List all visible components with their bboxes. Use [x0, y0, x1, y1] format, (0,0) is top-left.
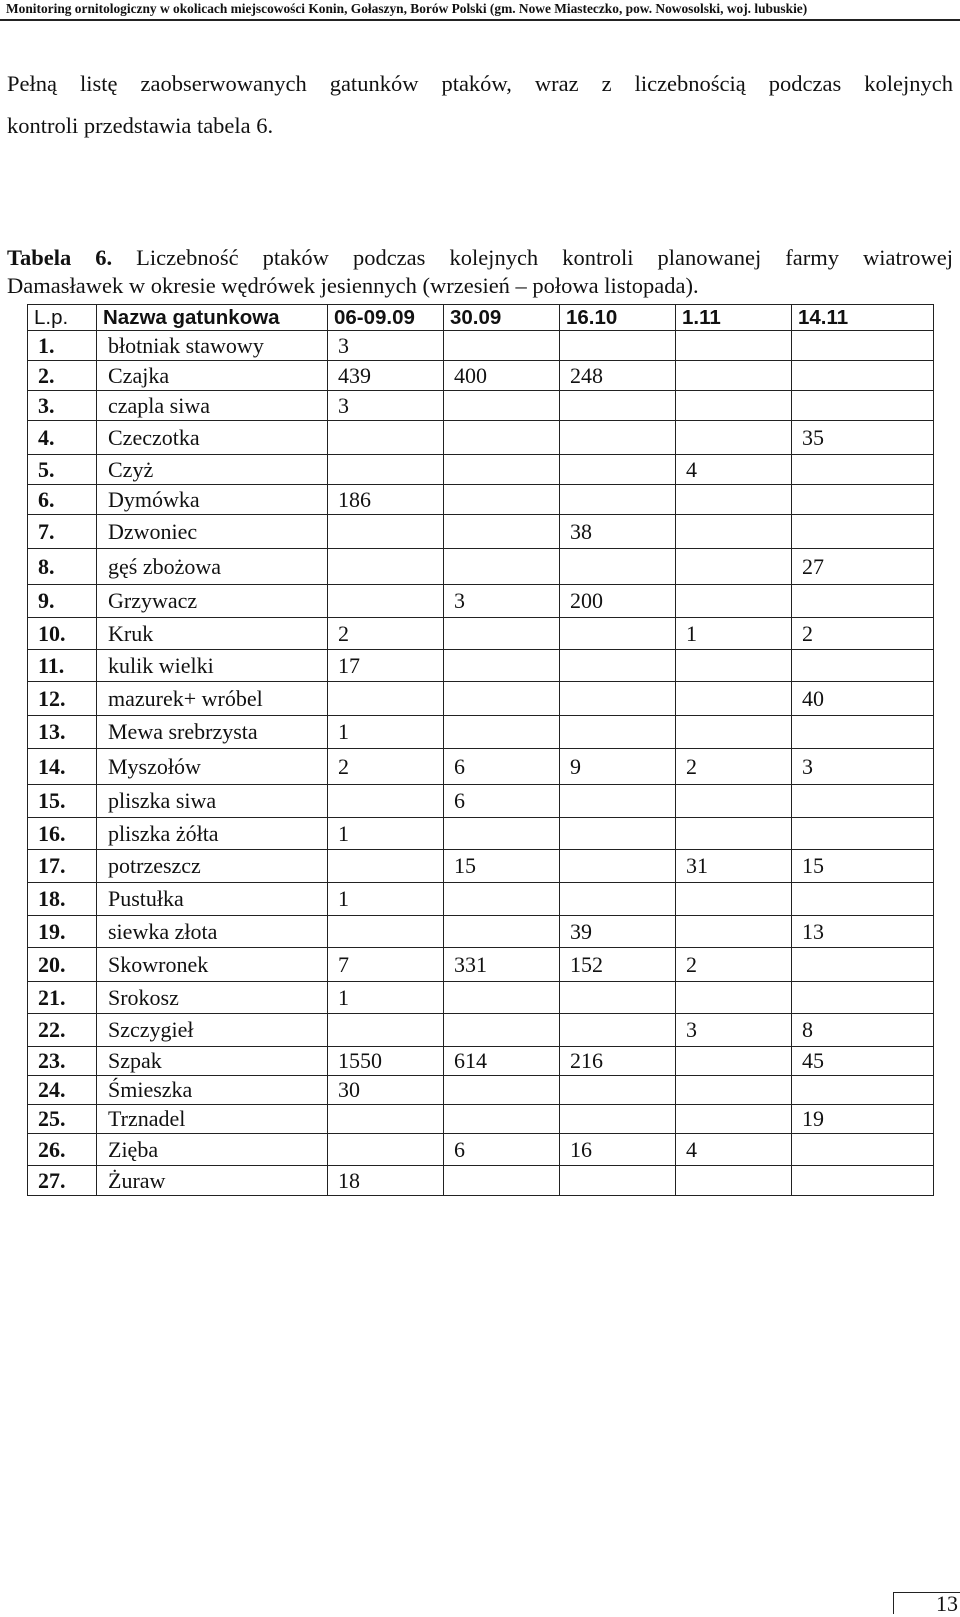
count-cell — [676, 421, 792, 455]
count-cell: 35 — [792, 421, 934, 455]
count-cell: 18 — [328, 1166, 444, 1196]
count-cell — [560, 1166, 676, 1196]
count-cell: 17 — [328, 650, 444, 682]
count-cell: 6 — [444, 785, 560, 818]
count-cell — [328, 455, 444, 485]
table-row — [28, 515, 934, 549]
count-cell — [560, 682, 676, 716]
count-cell — [676, 716, 792, 749]
table-row — [28, 585, 934, 618]
count-cell — [328, 850, 444, 883]
count-cell — [328, 1134, 444, 1166]
count-cell — [676, 883, 792, 916]
intro-line-2: kontroli przedstawia tabela 6. — [7, 113, 274, 138]
count-cell: 31 — [676, 850, 792, 883]
count-cell — [444, 650, 560, 682]
species-name-cell: Szpak — [97, 1047, 328, 1076]
table-row — [28, 916, 934, 948]
count-cell — [560, 1076, 676, 1105]
count-cell — [560, 549, 676, 585]
count-cell — [792, 1166, 934, 1196]
table-row — [28, 818, 934, 850]
count-cell — [444, 1105, 560, 1134]
row-number-cell: 15. — [28, 785, 97, 818]
count-cell — [792, 1134, 934, 1166]
table-row — [28, 331, 934, 361]
table-caption-line-1 — [7, 245, 953, 271]
count-cell: 400 — [444, 361, 560, 391]
species-name-cell: Dymówka — [97, 485, 328, 515]
table-row — [28, 485, 934, 515]
row-number-cell: 5. — [28, 455, 97, 485]
count-cell: 6 — [444, 1134, 560, 1166]
species-name-cell: Trznadel — [97, 1105, 328, 1134]
row-number-cell: 3. — [28, 391, 97, 421]
count-cell: 2 — [328, 618, 444, 650]
species-name-cell: Pustułka — [97, 883, 328, 916]
table-row — [28, 716, 934, 749]
count-cell: 216 — [560, 1047, 676, 1076]
count-cell — [792, 650, 934, 682]
count-cell — [444, 618, 560, 650]
species-name-cell: Śmieszka — [97, 1076, 328, 1105]
count-cell — [560, 982, 676, 1014]
table-row — [28, 850, 934, 883]
table-row — [28, 1134, 934, 1166]
header-title: Monitoring ornitologiczny w okolicach miejscowości Konin, Gołaszyn, Borów Polski (gm. Nowe Miasteczko, pow. Nowosolski, woj. lubuskie) — [6, 1, 808, 16]
count-cell — [676, 982, 792, 1014]
column-header: 1.11 — [676, 305, 792, 331]
count-cell — [328, 1105, 444, 1134]
table-row — [28, 682, 934, 716]
species-name-cell: mazurek+ wróbel — [97, 682, 328, 716]
species-name-cell: Kruk — [97, 618, 328, 650]
count-cell — [792, 982, 934, 1014]
count-cell — [792, 948, 934, 982]
species-name-cell: gęś zbożowa — [97, 549, 328, 585]
count-cell — [676, 650, 792, 682]
row-number-cell: 1. — [28, 331, 97, 361]
row-number-cell: 2. — [28, 361, 97, 391]
table-row — [28, 785, 934, 818]
table-header-row — [28, 305, 934, 331]
row-number-cell: 14. — [28, 749, 97, 785]
count-cell — [560, 421, 676, 455]
count-cell: 6 — [444, 749, 560, 785]
count-cell — [676, 1105, 792, 1134]
column-header: 06-09.09 — [328, 305, 444, 331]
count-cell: 331 — [444, 948, 560, 982]
count-cell — [792, 485, 934, 515]
row-number-cell: 10. — [28, 618, 97, 650]
count-cell — [676, 515, 792, 549]
table-caption-line-2: Damasławek w okresie wędrówek jesiennych (wrzesień – połowa listopada). — [7, 273, 699, 298]
species-name-cell: Czeczotka — [97, 421, 328, 455]
row-number-cell: 19. — [28, 916, 97, 948]
table-caption-label: Tabela 6. — [7, 245, 113, 270]
count-cell: 2 — [676, 948, 792, 982]
table-row — [28, 1014, 934, 1047]
row-number-cell: 8. — [28, 549, 97, 585]
column-header: 30.09 — [444, 305, 560, 331]
count-cell — [444, 515, 560, 549]
count-cell: 8 — [792, 1014, 934, 1047]
count-cell: 40 — [792, 682, 934, 716]
count-cell — [444, 818, 560, 850]
table-row — [28, 749, 934, 785]
count-cell — [328, 549, 444, 585]
count-cell — [560, 618, 676, 650]
species-name-cell: pliszka żółta — [97, 818, 328, 850]
count-cell: 39 — [560, 916, 676, 948]
species-name-cell: Czyż — [97, 455, 328, 485]
count-cell: 2 — [328, 749, 444, 785]
count-cell: 38 — [560, 515, 676, 549]
count-cell — [560, 883, 676, 916]
count-cell: 13 — [792, 916, 934, 948]
species-name-cell: siewka złota — [97, 916, 328, 948]
row-number-cell: 24. — [28, 1076, 97, 1105]
count-cell — [560, 716, 676, 749]
row-number-cell: 7. — [28, 515, 97, 549]
row-number-cell: 23. — [28, 1047, 97, 1076]
count-cell: 7 — [328, 948, 444, 982]
count-cell — [444, 916, 560, 948]
column-header: L.p. — [28, 305, 97, 331]
count-cell: 3 — [676, 1014, 792, 1047]
count-cell — [444, 421, 560, 455]
count-cell — [676, 331, 792, 361]
row-number-cell: 12. — [28, 682, 97, 716]
count-cell: 248 — [560, 361, 676, 391]
count-cell: 1550 — [328, 1047, 444, 1076]
count-cell: 439 — [328, 361, 444, 391]
count-cell: 1 — [676, 618, 792, 650]
count-cell: 45 — [792, 1047, 934, 1076]
species-name-cell: Dzwoniec — [97, 515, 328, 549]
intro-line-1: Pełną listę zaobserwowanych gatunków ptaków, wraz z liczebnością podczas kolejnych — [7, 71, 953, 96]
count-cell: 1 — [328, 818, 444, 850]
count-cell — [676, 361, 792, 391]
count-cell: 614 — [444, 1047, 560, 1076]
count-cell: 15 — [444, 850, 560, 883]
count-cell — [676, 818, 792, 850]
row-number-cell: 26. — [28, 1134, 97, 1166]
count-cell — [792, 515, 934, 549]
species-name-cell: czapla siwa — [97, 391, 328, 421]
table-row — [28, 455, 934, 485]
row-number-cell: 22. — [28, 1014, 97, 1047]
count-cell — [560, 850, 676, 883]
count-cell — [676, 682, 792, 716]
table-row — [28, 948, 934, 982]
row-number-cell: 20. — [28, 948, 97, 982]
row-number-cell: 18. — [28, 883, 97, 916]
count-cell — [328, 1014, 444, 1047]
count-cell: 2 — [676, 749, 792, 785]
count-cell — [444, 549, 560, 585]
count-cell — [792, 391, 934, 421]
count-cell: 4 — [676, 1134, 792, 1166]
count-cell — [328, 916, 444, 948]
count-cell: 3 — [328, 331, 444, 361]
count-cell — [444, 1166, 560, 1196]
count-cell: 15 — [792, 850, 934, 883]
count-cell — [560, 650, 676, 682]
count-cell — [444, 391, 560, 421]
count-cell — [792, 785, 934, 818]
row-number-cell: 9. — [28, 585, 97, 618]
count-cell — [444, 716, 560, 749]
row-number-cell: 21. — [28, 982, 97, 1014]
count-cell — [792, 331, 934, 361]
species-name-cell: Grzywacz — [97, 585, 328, 618]
table-row — [28, 1105, 934, 1134]
column-header: 14.11 — [792, 305, 934, 331]
page-number: 13 — [936, 1591, 958, 1616]
page-header — [0, 0, 960, 21]
count-cell: 1 — [328, 716, 444, 749]
count-cell: 3 — [328, 391, 444, 421]
count-cell — [676, 785, 792, 818]
count-cell — [444, 331, 560, 361]
species-name-cell: kulik wielki — [97, 650, 328, 682]
table-row — [28, 361, 934, 391]
count-cell: 9 — [560, 749, 676, 785]
table-row — [28, 421, 934, 455]
count-cell — [560, 485, 676, 515]
column-header: Nazwa gatunkowa — [97, 305, 328, 331]
count-cell — [676, 1166, 792, 1196]
count-cell — [560, 1105, 676, 1134]
count-cell — [328, 515, 444, 549]
row-number-cell: 11. — [28, 650, 97, 682]
count-cell — [444, 1014, 560, 1047]
count-cell: 186 — [328, 485, 444, 515]
count-cell: 1 — [328, 982, 444, 1014]
count-cell — [676, 1047, 792, 1076]
count-cell — [444, 982, 560, 1014]
species-name-cell: pliszka siwa — [97, 785, 328, 818]
table-row — [28, 618, 934, 650]
count-cell — [792, 361, 934, 391]
count-cell: 16 — [560, 1134, 676, 1166]
row-number-cell: 25. — [28, 1105, 97, 1134]
table-row — [28, 650, 934, 682]
species-name-cell: Skowronek — [97, 948, 328, 982]
count-cell — [676, 391, 792, 421]
count-cell: 1 — [328, 883, 444, 916]
species-name-cell: Myszołów — [97, 749, 328, 785]
species-name-cell: Mewa srebrzysta — [97, 716, 328, 749]
count-cell — [676, 485, 792, 515]
species-name-cell: potrzeszcz — [97, 850, 328, 883]
column-header: 16.10 — [560, 305, 676, 331]
count-cell: 152 — [560, 948, 676, 982]
bird-count-table — [27, 304, 934, 1196]
row-number-cell: 13. — [28, 716, 97, 749]
count-cell — [560, 818, 676, 850]
count-cell — [792, 455, 934, 485]
row-number-cell: 6. — [28, 485, 97, 515]
species-name-cell: Srokosz — [97, 982, 328, 1014]
table-row — [28, 982, 934, 1014]
count-cell: 3 — [444, 585, 560, 618]
count-cell — [444, 682, 560, 716]
count-cell: 4 — [676, 455, 792, 485]
species-name-cell: Czajka — [97, 361, 328, 391]
count-cell: 3 — [792, 749, 934, 785]
count-cell — [444, 485, 560, 515]
count-cell — [560, 455, 676, 485]
table-row — [28, 1076, 934, 1105]
count-cell — [560, 1014, 676, 1047]
count-cell: 27 — [792, 549, 934, 585]
table-row — [28, 1047, 934, 1076]
count-cell — [328, 585, 444, 618]
count-cell — [792, 818, 934, 850]
count-cell — [792, 585, 934, 618]
count-cell — [560, 785, 676, 818]
table-caption-text: Liczebność ptaków podczas kolejnych kontroli planowanej farmy wiatrowej — [112, 245, 953, 270]
count-cell — [444, 455, 560, 485]
row-number-cell: 4. — [28, 421, 97, 455]
count-cell — [328, 682, 444, 716]
page-number-box — [893, 1592, 960, 1614]
count-cell: 2 — [792, 618, 934, 650]
count-cell: 200 — [560, 585, 676, 618]
count-cell — [676, 916, 792, 948]
count-cell — [792, 1076, 934, 1105]
table-row — [28, 549, 934, 585]
count-cell — [676, 549, 792, 585]
count-cell — [444, 883, 560, 916]
count-cell — [676, 585, 792, 618]
table-row — [28, 883, 934, 916]
count-cell — [676, 1076, 792, 1105]
table-row — [28, 1166, 934, 1196]
row-number-cell: 27. — [28, 1166, 97, 1196]
count-cell — [444, 1076, 560, 1105]
row-number-cell: 17. — [28, 850, 97, 883]
count-cell — [328, 785, 444, 818]
count-cell — [560, 331, 676, 361]
species-name-cell: błotniak stawowy — [97, 331, 328, 361]
species-name-cell: Żuraw — [97, 1166, 328, 1196]
count-cell — [328, 421, 444, 455]
count-cell — [792, 883, 934, 916]
table-row — [28, 391, 934, 421]
species-name-cell: Zięba — [97, 1134, 328, 1166]
count-cell: 30 — [328, 1076, 444, 1105]
count-cell — [792, 716, 934, 749]
count-cell: 19 — [792, 1105, 934, 1134]
count-cell — [560, 391, 676, 421]
species-name-cell: Szczygieł — [97, 1014, 328, 1047]
row-number-cell: 16. — [28, 818, 97, 850]
